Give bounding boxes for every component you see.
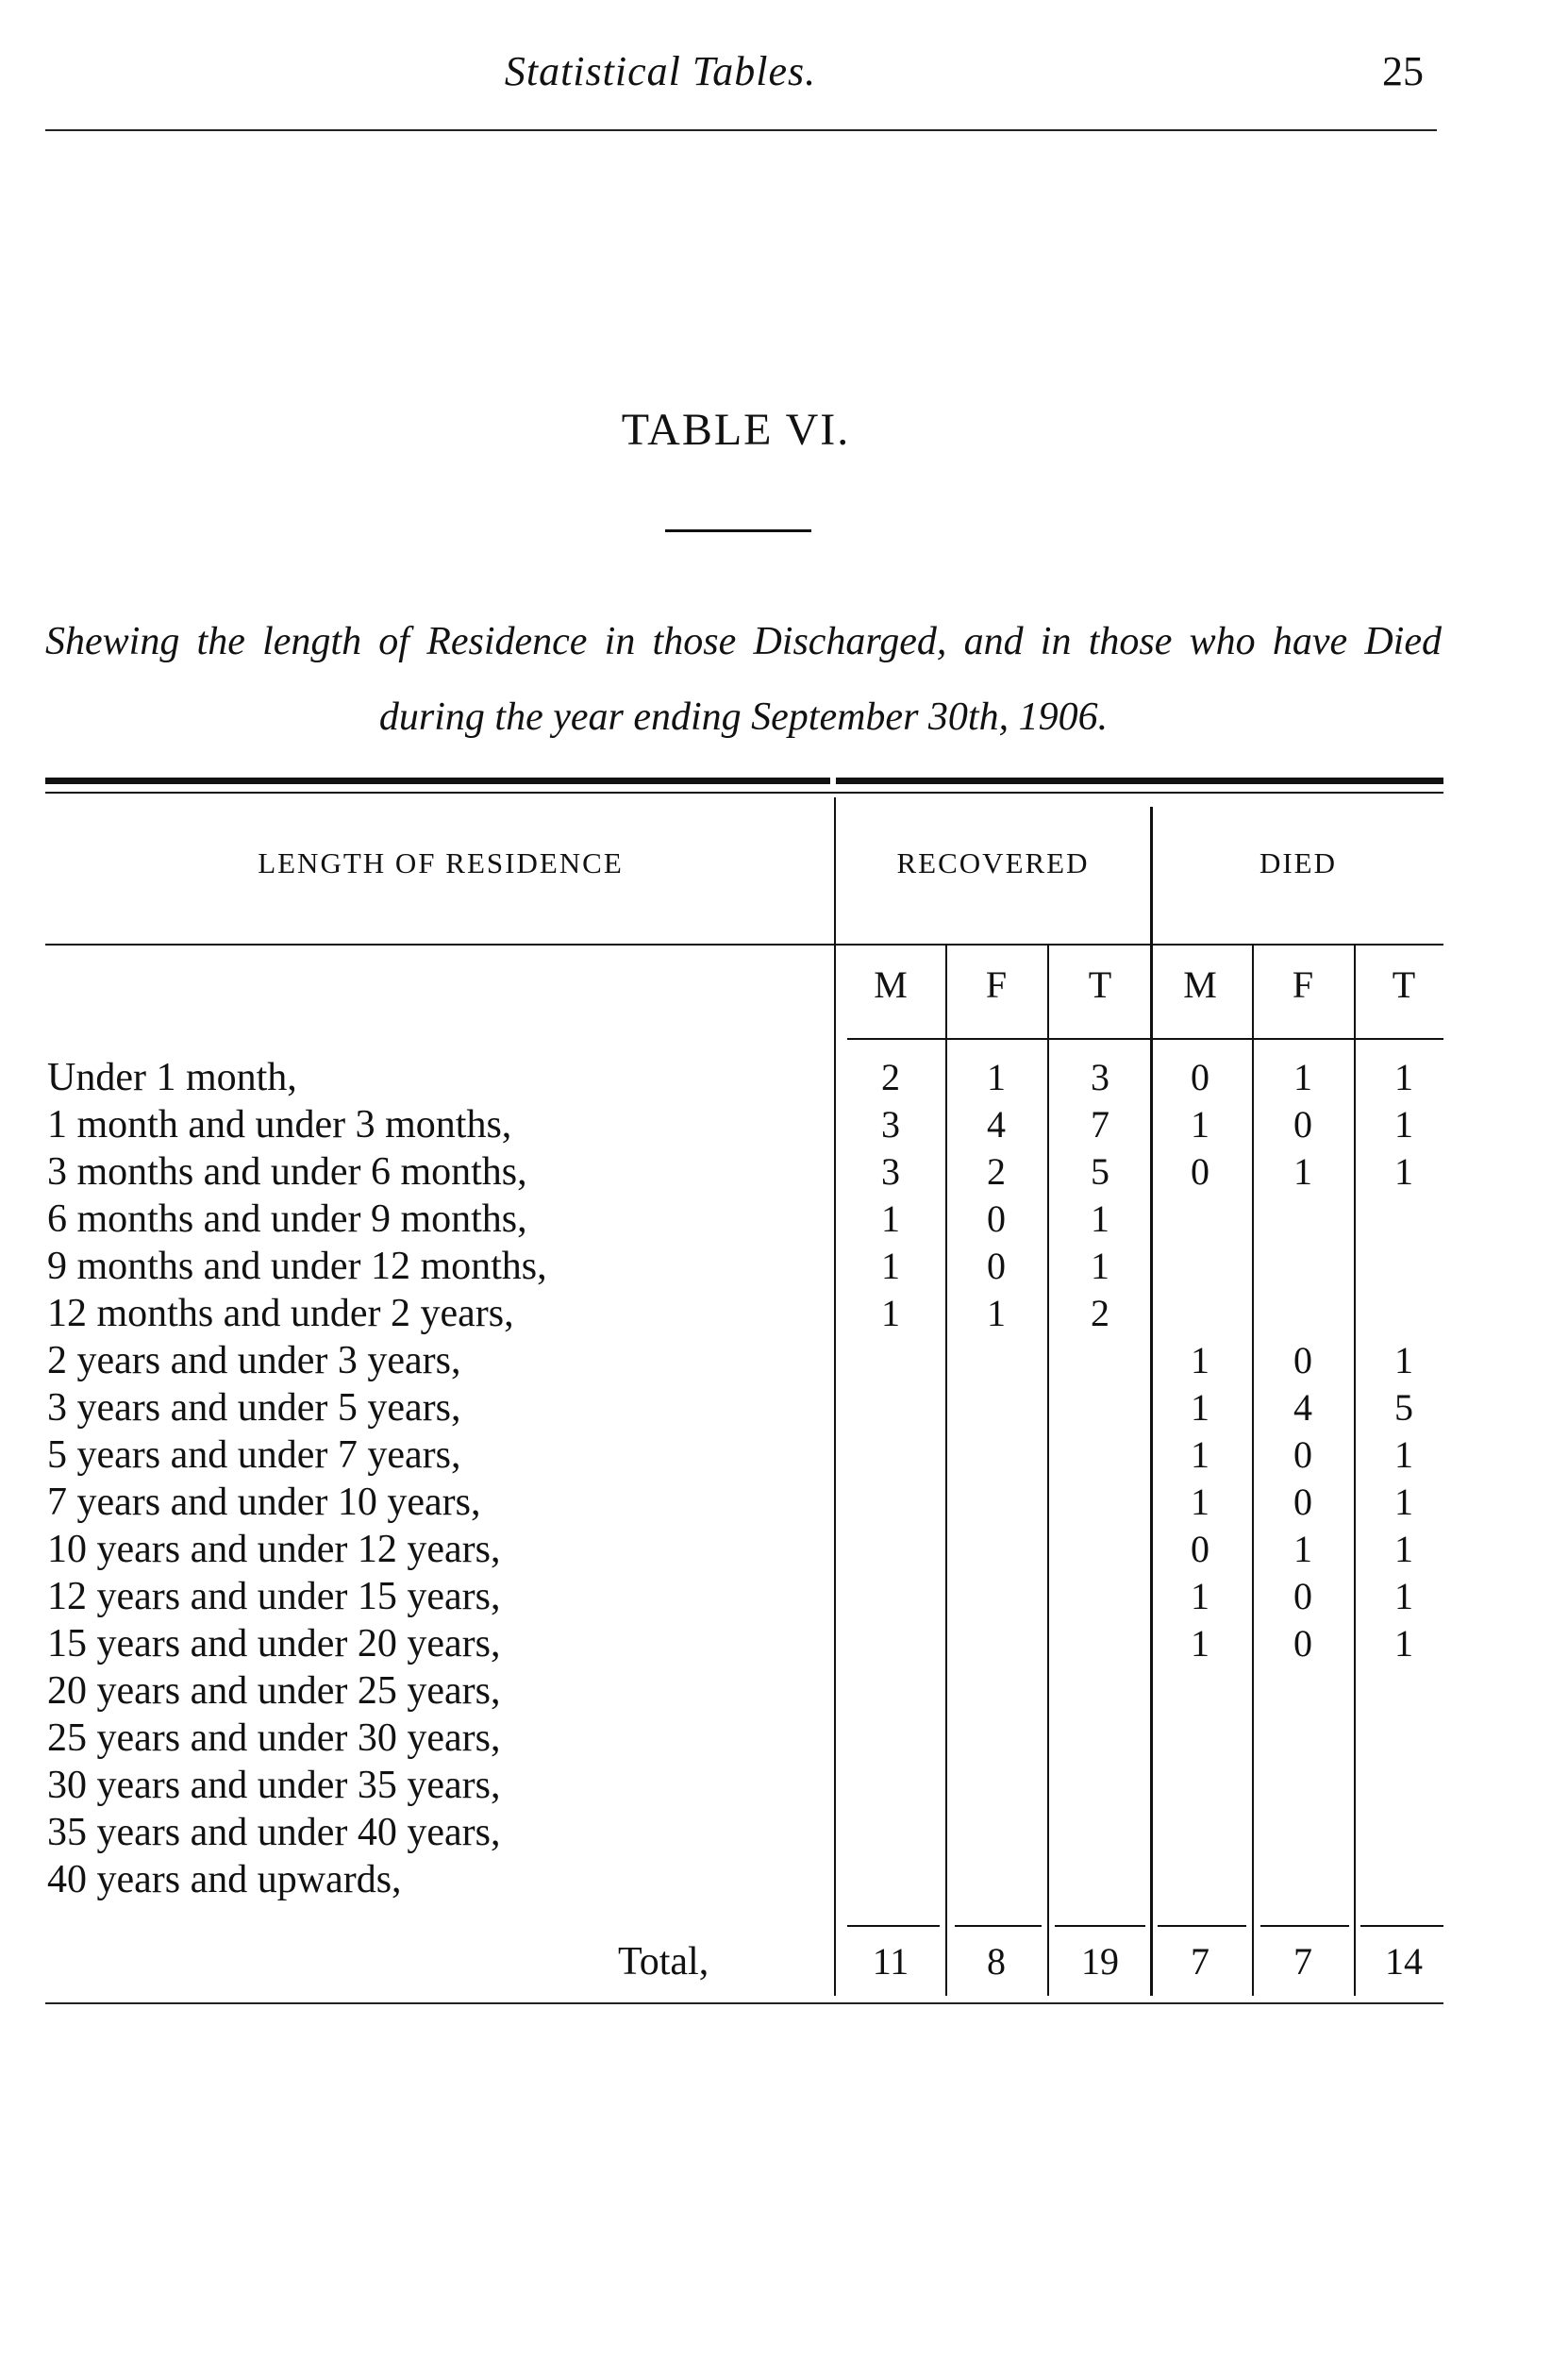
cell-died-t: 1 bbox=[1394, 1103, 1413, 1146]
cell-died-t: 1 bbox=[1394, 1528, 1413, 1570]
cell-died-t: 1 bbox=[1394, 1481, 1413, 1523]
subhead-recovered-m: M bbox=[874, 963, 908, 1006]
header-rule bbox=[45, 944, 1443, 946]
row-label: 3 months and under 6 months, bbox=[47, 1150, 527, 1194]
cell-died-m: 0 bbox=[1191, 1056, 1209, 1098]
cell-recovered-t: 5 bbox=[1091, 1150, 1109, 1193]
row-label: 12 years and under 15 years, bbox=[47, 1575, 501, 1618]
cell-recovered-f: 0 bbox=[987, 1197, 1006, 1240]
subhead-died-m: M bbox=[1183, 963, 1217, 1006]
row-label: 9 months and under 12 months, bbox=[47, 1245, 547, 1288]
cell-died-f: 1 bbox=[1293, 1150, 1312, 1193]
total-died-f: 7 bbox=[1293, 1940, 1312, 1983]
cell-died-f: 0 bbox=[1293, 1103, 1312, 1146]
cell-recovered-f: 1 bbox=[987, 1056, 1006, 1098]
subheader-rule bbox=[847, 1038, 1443, 1040]
cell-recovered-m: 2 bbox=[881, 1056, 900, 1098]
header-rule bbox=[45, 129, 1437, 131]
row-label: 1 month and under 3 months, bbox=[47, 1103, 512, 1147]
cell-died-f: 4 bbox=[1293, 1386, 1312, 1429]
cell-died-t: 1 bbox=[1394, 1150, 1413, 1193]
cell-recovered-m: 3 bbox=[881, 1103, 900, 1146]
cell-died-m: 1 bbox=[1191, 1339, 1209, 1381]
total-recovered-m: 11 bbox=[872, 1940, 909, 1983]
total-rule bbox=[1260, 1925, 1349, 1927]
header-length-of-residence: LENGTH OF RESIDENCE bbox=[258, 846, 624, 879]
cell-recovered-m: 1 bbox=[881, 1197, 900, 1240]
row-label: 10 years and under 12 years, bbox=[47, 1528, 501, 1571]
total-rule bbox=[847, 1925, 940, 1927]
table-title: TABLE VI. bbox=[621, 405, 851, 455]
subhead-died-t: T bbox=[1392, 963, 1416, 1006]
cell-died-t: 5 bbox=[1394, 1386, 1413, 1429]
row-label: 12 months and under 2 years, bbox=[47, 1292, 514, 1335]
divider-rec-f-t bbox=[1047, 944, 1049, 1996]
page-number: 25 bbox=[1382, 48, 1424, 94]
row-label: 2 years and under 3 years, bbox=[47, 1339, 461, 1382]
total-recovered-f: 8 bbox=[987, 1940, 1006, 1983]
divider-rec-m-f bbox=[945, 944, 947, 1996]
cell-recovered-t: 1 bbox=[1091, 1197, 1109, 1240]
cell-died-f: 0 bbox=[1293, 1433, 1312, 1476]
cell-died-m: 1 bbox=[1191, 1386, 1209, 1429]
row-label: 35 years and under 40 years, bbox=[47, 1811, 501, 1854]
cell-recovered-m: 3 bbox=[881, 1150, 900, 1193]
running-head-title: Statistical Tables. bbox=[504, 48, 817, 94]
total-died-t: 14 bbox=[1385, 1940, 1423, 1983]
cell-died-f: 0 bbox=[1293, 1575, 1312, 1617]
cell-recovered-m: 1 bbox=[881, 1292, 900, 1334]
row-label: 30 years and under 35 years, bbox=[47, 1764, 501, 1807]
cell-recovered-f: 2 bbox=[987, 1150, 1006, 1193]
cell-recovered-t: 2 bbox=[1091, 1292, 1109, 1334]
cell-died-t: 1 bbox=[1394, 1622, 1413, 1665]
total-rule bbox=[1360, 1925, 1443, 1927]
divider-died-f-t bbox=[1354, 944, 1356, 1996]
cell-recovered-f: 1 bbox=[987, 1292, 1006, 1334]
divider-label-recovered bbox=[834, 797, 836, 1996]
table-caption: Shewing the length of Residence in those Discharged, and in those who have Died during the year ending September 30th, 1906. bbox=[45, 620, 1442, 739]
cell-died-m: 1 bbox=[1191, 1103, 1209, 1146]
cell-recovered-f: 4 bbox=[987, 1103, 1006, 1146]
cell-died-t: 1 bbox=[1394, 1339, 1413, 1381]
cell-recovered-t: 3 bbox=[1091, 1056, 1109, 1098]
cell-died-f: 0 bbox=[1293, 1339, 1312, 1381]
header-died: DIED bbox=[1259, 846, 1338, 879]
row-label: 20 years and under 25 years, bbox=[47, 1669, 501, 1713]
row-label: 5 years and under 7 years, bbox=[47, 1433, 461, 1477]
cell-recovered-m: 1 bbox=[881, 1245, 900, 1287]
top-thick-rule-left bbox=[45, 778, 830, 784]
cell-died-t: 1 bbox=[1394, 1056, 1413, 1098]
cell-recovered-t: 1 bbox=[1091, 1245, 1109, 1287]
cell-died-m: 1 bbox=[1191, 1481, 1209, 1523]
cell-died-f: 1 bbox=[1293, 1056, 1312, 1098]
divider-died-m-f bbox=[1252, 944, 1254, 1996]
row-label: 3 years and under 5 years, bbox=[47, 1386, 461, 1430]
cell-died-m: 1 bbox=[1191, 1575, 1209, 1617]
total-rule bbox=[1055, 1925, 1145, 1927]
cell-died-m: 1 bbox=[1191, 1433, 1209, 1476]
top-thin-rule bbox=[45, 792, 1443, 794]
bottom-rule bbox=[45, 2002, 1443, 2004]
row-label: Under 1 month, bbox=[47, 1056, 297, 1099]
title-dash bbox=[665, 529, 811, 532]
cell-died-m: 0 bbox=[1191, 1528, 1209, 1570]
cell-recovered-f: 0 bbox=[987, 1245, 1006, 1287]
subhead-died-f: F bbox=[1292, 963, 1314, 1006]
cell-died-f: 0 bbox=[1293, 1622, 1312, 1665]
row-label: 15 years and under 20 years, bbox=[47, 1622, 501, 1665]
cell-died-m: 1 bbox=[1191, 1622, 1209, 1665]
cell-recovered-t: 7 bbox=[1091, 1103, 1109, 1146]
subhead-recovered-t: T bbox=[1088, 963, 1112, 1006]
cell-died-m: 0 bbox=[1191, 1150, 1209, 1193]
header-recovered: RECOVERED bbox=[896, 846, 1090, 879]
total-rule bbox=[955, 1925, 1042, 1927]
total-recovered-t: 19 bbox=[1081, 1940, 1119, 1983]
cell-died-f: 0 bbox=[1293, 1481, 1312, 1523]
total-label: Total, bbox=[618, 1940, 709, 1983]
row-label: 6 months and under 9 months, bbox=[47, 1197, 527, 1241]
top-thick-rule-right bbox=[836, 778, 1443, 784]
cell-died-t: 1 bbox=[1394, 1433, 1413, 1476]
row-label: 7 years and under 10 years, bbox=[47, 1481, 481, 1524]
cell-died-t: 1 bbox=[1394, 1575, 1413, 1617]
total-rule bbox=[1158, 1925, 1246, 1927]
subhead-recovered-f: F bbox=[985, 963, 1008, 1006]
row-label: 40 years and upwards, bbox=[47, 1858, 402, 1901]
total-died-m: 7 bbox=[1191, 1940, 1209, 1983]
row-label: 25 years and under 30 years, bbox=[47, 1716, 501, 1760]
cell-died-f: 1 bbox=[1293, 1528, 1312, 1570]
